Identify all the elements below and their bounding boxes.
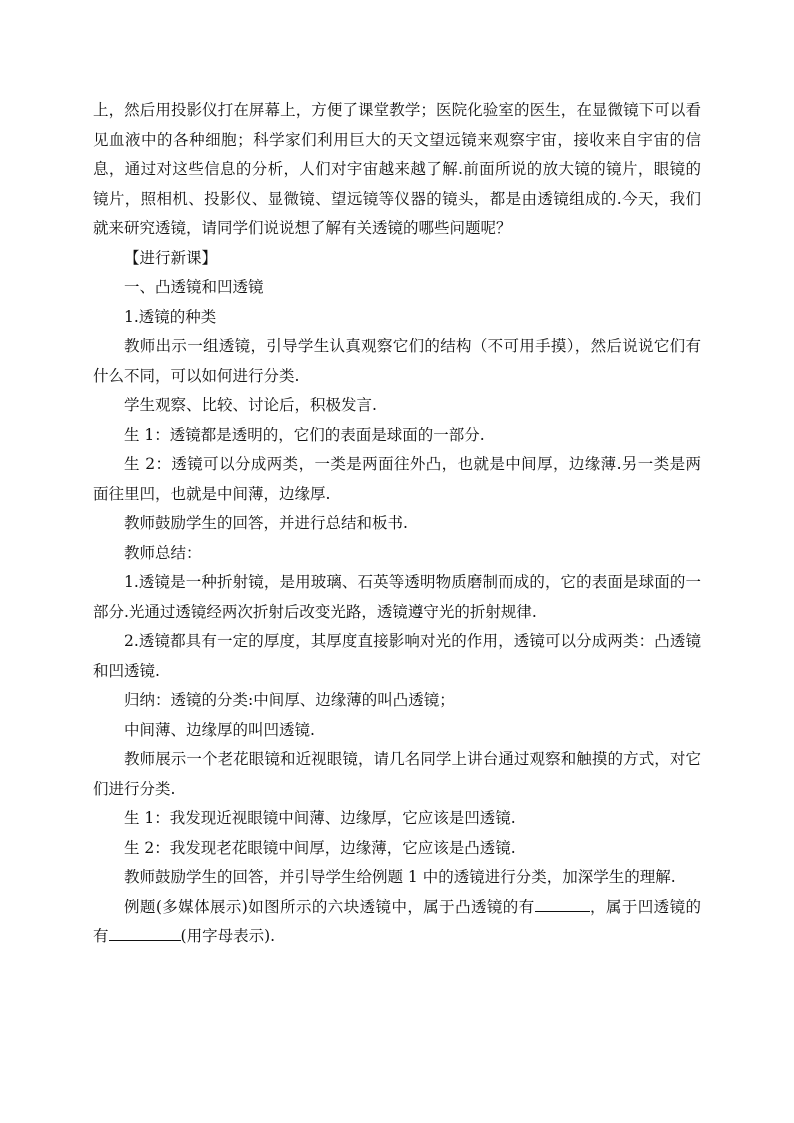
- example-text-part-3: (用字母表示).: [180, 927, 276, 945]
- paragraph-example-question: [93, 893, 701, 952]
- paragraph-student-1-glasses: 生 1：我发现近视眼镜中间薄、边缘厚，它应该是凹透镜.: [124, 809, 516, 827]
- paragraph-student-2-glasses: 生 2：我发现老花眼镜中间厚，边缘薄，它应该是凸透镜.: [124, 838, 516, 857]
- paragraph-conclusion-convex: 归纳：透镜的分类:中间厚、边缘薄的叫凸透镜；: [124, 691, 455, 709]
- example-text-part-1: 例题(多媒体展示)如图所示的六块透镜中，属于凸透镜的有: [124, 897, 535, 916]
- paragraph-summary-point-2: 2.透镜都具有一定的厚度，其厚度直接影响对光的作用，透镜可以分成两类：凸透镜和凹透镜.: [93, 632, 701, 680]
- paragraph-summary-point-1: 1.透镜是一种折射镜，是用玻璃、石英等透明物质磨制而成的，它的表面是球面的一部分.光通过透镜经两次折射后改变光路，透镜遵守光的折射规律.: [93, 573, 701, 621]
- paragraph-students-observe: 学生观察、比较、讨论后，积极发言.: [124, 396, 377, 414]
- paragraph-teacher-shows-glasses: 教师展示一个老花眼镜和近视眼镜，请几名同学上讲台通过观察和触摸的方式，对它们进行分类.: [93, 750, 701, 798]
- paragraph-student-1-answer: 生 1：透镜都是透明的，它们的表面是球面的一部分.: [124, 425, 485, 444]
- paragraph-teacher-summary-label: 教师总结：: [124, 543, 202, 562]
- paragraph-teacher-guides-example: 教师鼓励学生的回答，并引导学生给例题 1 中的透镜进行分类，加深学生的理解.: [124, 868, 676, 886]
- heading-convex-concave-lens: 一、凸透镜和凹透镜: [124, 278, 264, 296]
- paragraph-student-2-answer: 生 2：透镜可以分成两类，一类是两面往外凸，也就是中间厚，边缘薄.另一类是两面往里凹，也就是中间薄，边缘厚.: [93, 455, 701, 503]
- paragraph-teacher-shows-lenses: 教师出示一组透镜，引导学生认真观察它们的结构（不可用手摸），然后说说它们有什么不同，可以如何进行分类.: [93, 337, 701, 385]
- subheading-lens-types: 1.透镜的种类: [124, 307, 217, 326]
- paragraph-conclusion-concave: 中间薄、边缘厚的叫凹透镜.: [124, 720, 315, 739]
- document-body: [93, 96, 701, 952]
- example-text-part-2: ，属于凹透镜的有: [93, 897, 701, 945]
- answer-blank-convex: [535, 895, 590, 912]
- paragraph-teacher-encourages: 教师鼓励学生的回答，并进行总结和板书.: [124, 514, 408, 532]
- answer-blank-concave: [109, 924, 181, 941]
- paragraph-intro-continuation: 上，然后用投影仪打在屏幕上，方便了课堂教学；医院化验室的医生，在显微镜下可以看见血液中的各种细胞；科学家们利用巨大的天文望远镜来观察宇宙，接收来自宇宙的信息，通过对这些信息的分析，人们对宇宙越来越了解.前面所说的放大镜的镜片，眼镜的镜片，照相机、投影仪、显微镜、望远镜等仪器的镜头，都是由透镜组成的.今天，我们就来研究透镜，请同学们说说想了解有关透镜的哪些问题呢？: [93, 101, 701, 237]
- section-heading-new-lesson: 【进行新课】: [124, 248, 218, 267]
